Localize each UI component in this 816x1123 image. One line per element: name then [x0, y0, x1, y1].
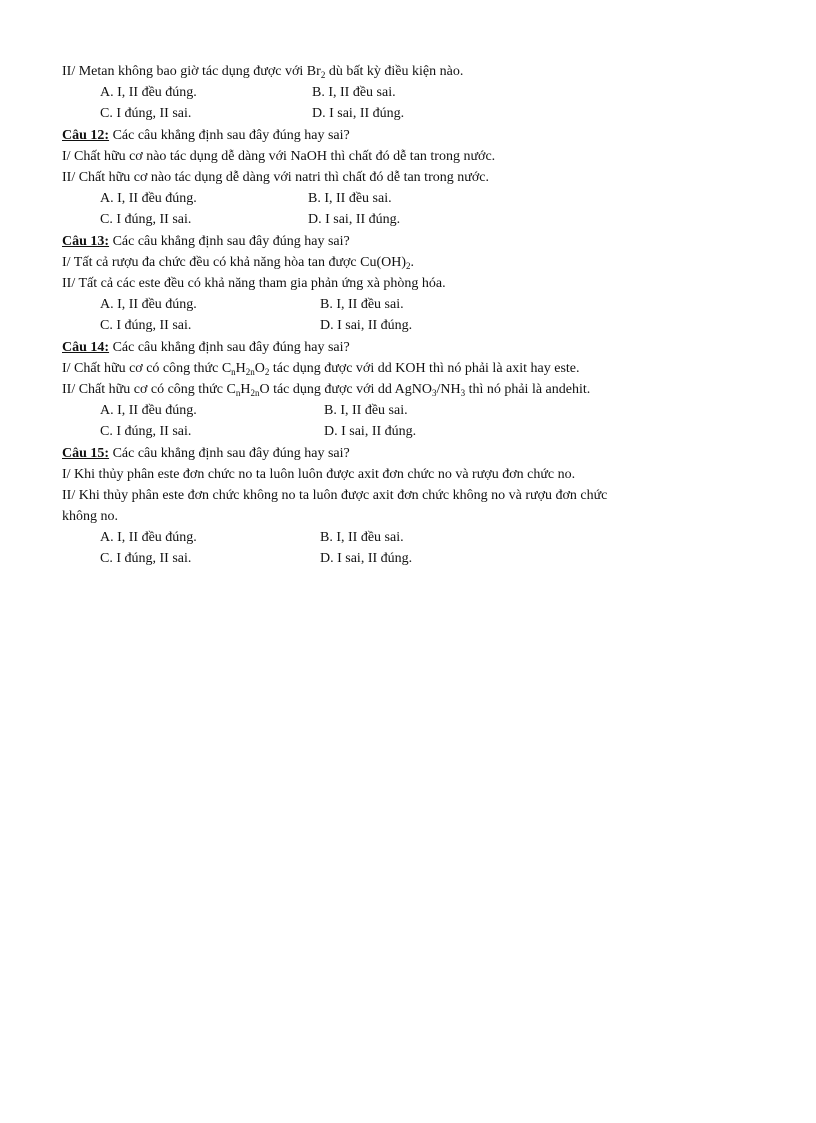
option-c: C. I đúng, II sai. — [100, 551, 192, 566]
option-d: D. I sai, II đúng. — [320, 318, 413, 333]
question-label: Câu 12: — [62, 128, 110, 143]
option-b: B. I, II đều sai. — [320, 530, 404, 545]
statement-line: II/ Khi thủy phân este đơn chức không no ta luôn được axit đơn chức không no và rượu đơn chức — [62, 488, 608, 503]
statement-line: II/ Chất hữu cơ có công thức $C_nH_{2n}O$ tác dụng được với dd $AgNO_3/NH_3$ thì nó phải là andehit. — [62, 382, 591, 398]
question-label: Câu 13: — [62, 234, 110, 249]
statement-line: I/ Chất hữu cơ có công thức $C_nH_{2n}O_2$ tác dụng được với dd KOH thì nó phải là axit hay este. — [62, 361, 580, 377]
option-a: A. I, II đều đúng. — [100, 85, 197, 100]
question-text: Các câu khẳng định sau đây đúng hay sai? — [109, 340, 350, 355]
question-text: Các câu khẳng định sau đây đúng hay sai? — [109, 446, 350, 461]
option-b: B. I, II đều sai. — [308, 191, 392, 206]
option-a: A. I, II đều đúng. — [100, 191, 197, 206]
question-13 — [62, 231, 350, 252]
option-a: A. I, II đều đúng. — [100, 403, 197, 418]
question-label: Câu 15: — [62, 446, 110, 461]
option-c: C. I đúng, II sai. — [100, 318, 192, 333]
option-b: B. I, II đều sai. — [312, 85, 396, 100]
option-b: B. I, II đều sai. — [320, 297, 404, 312]
statement-line: I/ Tất cả rượu đa chức đều có khả năng hòa tan được $Cu(OH)_2$. — [62, 255, 415, 271]
question-15 — [62, 443, 350, 464]
question-text: Các câu khẳng định sau đây đúng hay sai? — [109, 128, 350, 143]
option-a: A. I, II đều đúng. — [100, 297, 197, 312]
option-c: C. I đúng, II sai. — [100, 212, 192, 227]
statement-line: không no. — [62, 509, 118, 524]
option-a: A. I, II đều đúng. — [100, 530, 197, 545]
statement-line: II/ Metan không bao giờ tác dụng được với $Br_2$ dù bất kỳ điều kiện nào. — [62, 64, 464, 80]
option-d: D. I sai, II đúng. — [320, 551, 413, 566]
option-d: D. I sai, II đúng. — [324, 424, 417, 439]
question-14 — [62, 337, 350, 358]
statement-line: I/ Khi thủy phân este đơn chức no ta luôn luôn được axit đơn chức no và rượu đơn chức no. — [62, 467, 576, 482]
option-d: D. I sai, II đúng. — [308, 212, 401, 227]
option-c: C. I đúng, II sai. — [100, 106, 192, 121]
statement-line: II/ Chất hữu cơ nào tác dụng dễ dàng với natri thì chất đó dễ tan trong nước. — [62, 170, 489, 185]
option-d: D. I sai, II đúng. — [312, 106, 405, 121]
statement-line: II/ Tất cả các este đều có khả năng tham gia phản ứng xà phòng hóa. — [62, 276, 446, 291]
option-c: C. I đúng, II sai. — [100, 424, 192, 439]
question-text: Các câu khẳng định sau đây đúng hay sai? — [109, 234, 350, 249]
statement-line: I/ Chất hữu cơ nào tác dụng dễ dàng với NaOH thì chất đó dễ tan trong nước. — [62, 149, 496, 164]
question-label: Câu 14: — [62, 340, 110, 355]
question-12 — [62, 125, 350, 146]
option-b: B. I, II đều sai. — [324, 403, 408, 418]
